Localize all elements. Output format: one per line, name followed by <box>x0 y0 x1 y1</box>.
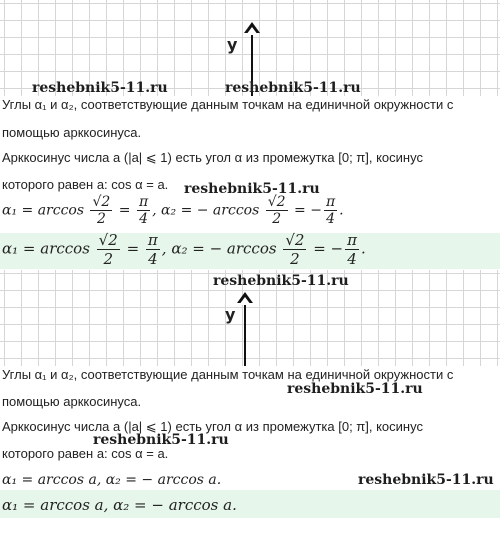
text-line: помощью арккосинуса. <box>2 125 142 140</box>
equation-small: α₁ = arccos $\frac{√2}{2}$ = $\frac{\pi}{4}$ , α₂ = − arccos $\frac{√2}{2}$ = − $\frac{\pi}{4}$ . <box>2 194 344 227</box>
watermark: reshebnik5-11.ru <box>225 80 361 96</box>
text-line: Арккосинус числа a (|a| ⩽ 1) есть угол α из промежутка [0; π], косинус <box>2 150 423 165</box>
text-line: Арккосинус числа a (|a| ⩽ 1) есть угол α из промежутка [0; π], косинус <box>2 419 423 434</box>
equation-big: α₁ = arccos a, α₂ = − arccos a. <box>2 496 237 514</box>
equation-big: α₁ = arccos $\frac{√2}{2}$ = $\frac{\pi}{4}$ , α₂ = − arccos $\frac{√2}{2}$ = − $\frac{\pi}{4}$ . <box>2 231 366 268</box>
text-line: Углы α₁ и α₂, соответствующие данным точкам на единичной окружности с <box>2 367 454 382</box>
text-line: помощью арккосинуса. <box>2 394 142 409</box>
watermark: reshebnik5-11.ru <box>93 432 229 448</box>
watermark: reshebnik5-11.ru <box>32 80 168 96</box>
watermark: reshebnik5-11.ru <box>358 472 494 488</box>
watermark: reshebnik5-11.ru <box>184 181 320 197</box>
text-line: которого равен a: cos α = a. <box>2 446 169 461</box>
y-axis-arrow-bottom <box>244 294 246 366</box>
watermark: reshebnik5-11.ru <box>287 381 423 397</box>
y-axis-label-top: y <box>227 35 238 54</box>
y-axis-label-bottom: y <box>225 305 236 324</box>
equation-small: α₁ = arccos a, α₂ = − arccos a. <box>2 472 222 488</box>
text-line: которого равен a: cos α = a. <box>2 177 169 192</box>
text-line: Углы α₁ и α₂, соответствующие данным точкам на единичной окружности с <box>2 97 454 112</box>
watermark: reshebnik5-11.ru <box>213 273 349 289</box>
